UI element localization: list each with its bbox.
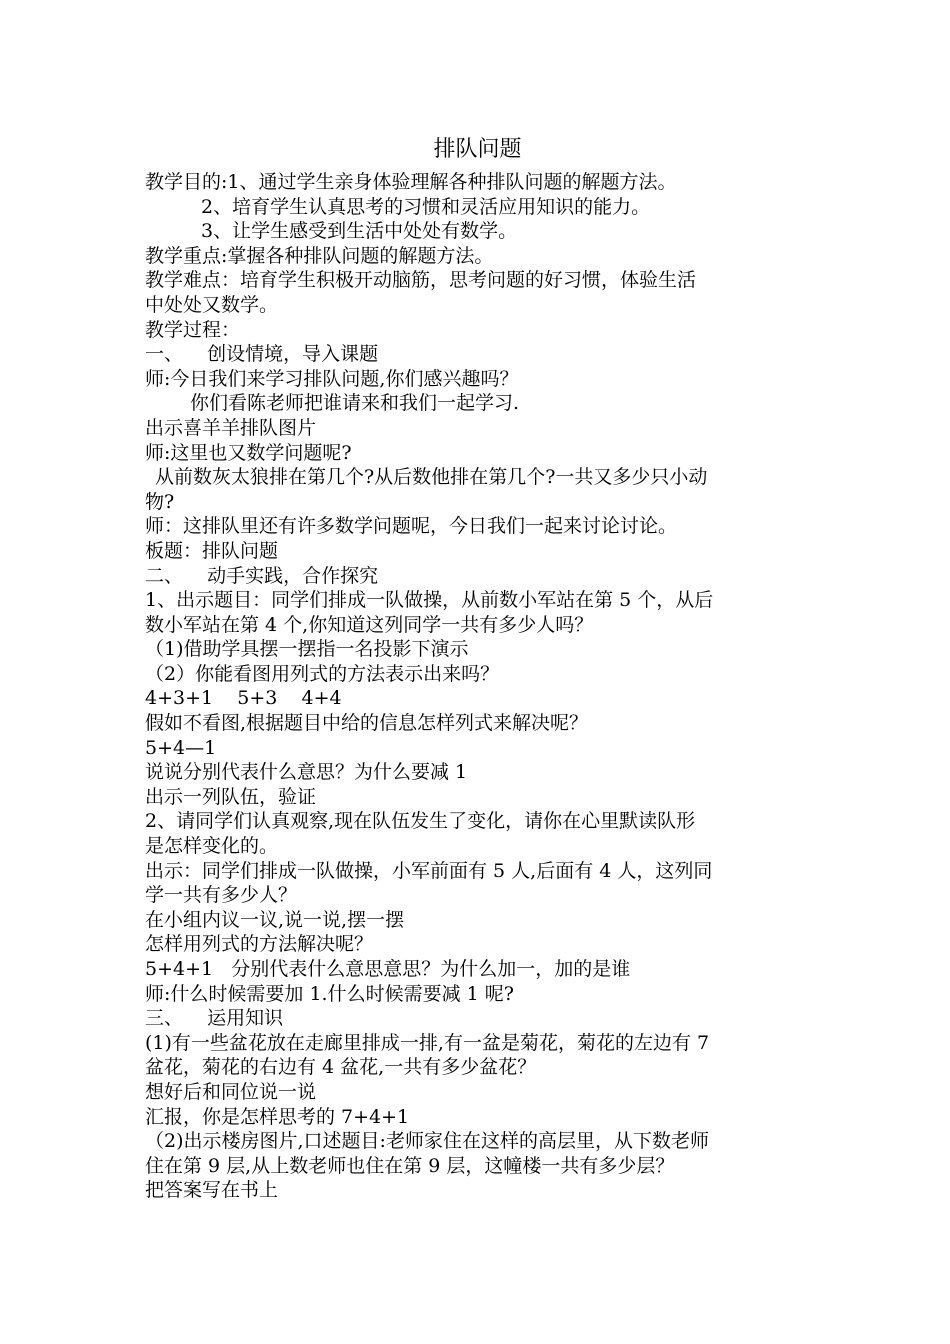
text-line: 教学难点：培育学生积极开动脑筋，思考问题的好习惯，体验生活 <box>145 269 697 292</box>
text-line: 师:今日我们来学习排队问题,你们感兴趣吗？ <box>145 367 519 390</box>
text-line: 数小军站在第 4 个,你知道这列同学一共有多少人吗？ <box>145 613 594 636</box>
text-line: （2)出示楼房图片,口述题目:老师家住在这样的高层里，从下数老师 <box>145 1130 709 1153</box>
text-line: 物? <box>145 490 175 513</box>
document-page <box>145 130 810 1203</box>
text-line: 把答案写在书上 <box>145 1179 279 1202</box>
document-body <box>145 170 810 1203</box>
text-line: 二、 动手实践，合作探究 <box>145 564 379 587</box>
document-title: 排队问题 <box>433 137 522 162</box>
text-line: 怎样用列式的方法解决呢？ <box>145 933 374 956</box>
text-line: 板题：排队问题 <box>145 539 279 562</box>
text-line: 师：这排队里还有许多数学问题呢，今日我们一起来讨论讨论。 <box>145 515 678 538</box>
text-line: 你们看陈老师把谁请来和我们一起学习. <box>190 392 520 415</box>
text-line: 汇报，你是怎样思考的 7+4+1 <box>145 1105 410 1128</box>
text-line: 出示：同学们排成一队做操，小军前面有 5 人,后面有 4 人，这列同 <box>145 859 713 882</box>
text-line: 出示一列队伍，验证 <box>145 785 317 808</box>
text-line: 5+4—1 <box>145 736 217 759</box>
text-line: 5+4+1 分别代表什么意思意思？为什么加一，加的是谁 <box>145 958 631 980</box>
text-line: (1)有一些盆花放在走廊里排成一排,有一盆是菊花，菊花的左边有 7 <box>145 1031 710 1054</box>
text-line: 教学目的:1、通过学生亲身体验理解各种排队问题的解题方法。 <box>145 171 677 193</box>
text-line: 在小组内议一议,说一说,摆一摆 <box>145 908 405 931</box>
text-line: 出示喜羊羊排队图片 <box>145 416 317 439</box>
text-line: 盆花，菊花的右边有 4 盆花,一共有多少盆花？ <box>145 1056 537 1079</box>
text-line: 教学重点:掌握各种排队问题的解题方法。 <box>145 244 494 267</box>
text-line: 4+3+1 5+3 4+4 <box>145 687 342 710</box>
text-line: 师:什么时候需要加 1.什么时候需要减 1 呢? <box>145 982 514 1005</box>
text-line: 从前数灰太狼排在第几个?从后数他排在第几个?一共又多少只小动 <box>155 466 708 489</box>
text-line: 中处处又数学。 <box>145 293 279 316</box>
text-line: 师:这里也又数学问题呢? <box>145 441 352 464</box>
text-line: 1、出示题目：同学们排成一队做操，从前数小军站在第 5 个，从后 <box>145 589 714 612</box>
text-line: 说说分别代表什么意思？为什么要减 1 <box>145 761 468 784</box>
text-line: 假如不看图,根据题目中给的信息怎样列式来解决呢？ <box>145 712 589 735</box>
text-line: 教学过程： <box>145 318 241 341</box>
text-line: 住在第 9 层,从上数老师也住在第 9 层，这幢楼一共有多少层？ <box>145 1154 675 1177</box>
text-line: 学一共有多少人？ <box>145 884 298 907</box>
text-line: （1)借助学具摆一摆指一名投影下演示 <box>145 638 469 661</box>
text-line: 一、 创设情境，导入课题 <box>145 343 379 366</box>
text-line: 2、请同学们认真观察,现在队伍发生了变化，请你在心里默读队形 <box>145 810 696 833</box>
text-line: 2、培育学生认真思考的习惯和灵活应用知识的能力。 <box>201 195 651 218</box>
text-line: （2）你能看图用列式的方法表示出来吗？ <box>145 662 500 685</box>
text-line: 3、让学生感受到生活中处处有数学。 <box>201 220 518 243</box>
text-line: 是怎样变化的。 <box>145 835 279 858</box>
text-line: 想好后和同位说一说 <box>145 1080 317 1103</box>
text-line: 三、 运用知识 <box>145 1007 284 1030</box>
